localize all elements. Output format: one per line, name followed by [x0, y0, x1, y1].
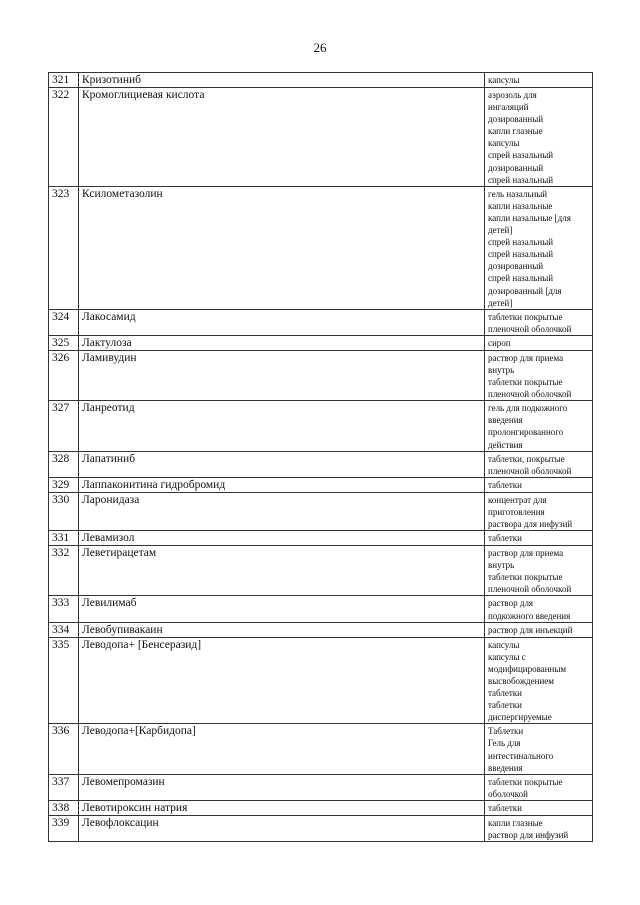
dosage-form-line: таблетки покрытые — [488, 572, 563, 583]
dosage-form-line: таблетки — [488, 533, 523, 544]
drug-table — [48, 72, 593, 842]
row-number: 323 — [49, 186, 79, 309]
drug-name: Леводопа+[Карбидопа] — [79, 724, 485, 774]
drug-name: Лакосамид — [79, 309, 485, 335]
row-number: 336 — [49, 724, 79, 774]
dosage-form-line: пленочной оболочкой — [488, 389, 572, 400]
dosage-form-line: дозированный [для — [488, 285, 562, 296]
dosage-form-line: капли назальные — [488, 200, 553, 211]
drug-name: Левамизол — [79, 531, 485, 546]
dosage-form-line: таблетки покрытые — [488, 776, 563, 787]
dosage-form-line: капли глазные — [488, 817, 543, 828]
table-row — [49, 531, 593, 546]
dosage-form-line: капли назальные [для — [488, 212, 571, 223]
dosage-forms — [485, 492, 593, 530]
drug-name: Леветирацетам — [79, 546, 485, 596]
dosage-form-line: таблетки покрытые — [488, 377, 563, 388]
dosage-form-line: пленочной оболочкой — [488, 584, 572, 595]
dosage-form-line: сироп — [488, 337, 511, 348]
table-row — [49, 335, 593, 350]
dosage-form-line: пленочной оболочкой — [488, 465, 572, 476]
table-row — [49, 637, 593, 724]
dosage-form-line: дозированный — [488, 261, 544, 272]
row-number: 321 — [49, 73, 79, 88]
dosage-form-line: высвобождением — [488, 675, 554, 686]
drug-name: Лактулоза — [79, 335, 485, 350]
dosage-form-line: раствор для инъекций — [488, 624, 573, 635]
dosage-form-line: ингаляций — [488, 102, 529, 113]
table-row — [49, 73, 593, 88]
table-row — [49, 546, 593, 596]
row-number: 328 — [49, 451, 79, 477]
row-number: 333 — [49, 596, 79, 622]
dosage-form-line: капсулы с — [488, 651, 526, 662]
dosage-forms — [485, 309, 593, 335]
dosage-forms — [485, 596, 593, 622]
dosage-forms — [485, 546, 593, 596]
dosage-form-line: дозированный — [488, 114, 544, 125]
dosage-form-line: детей] — [488, 225, 513, 236]
dosage-form-line: таблетки — [488, 688, 523, 699]
drug-name: Левобупивакаин — [79, 622, 485, 637]
row-number: 330 — [49, 492, 79, 530]
table-row — [49, 451, 593, 477]
table-row — [49, 350, 593, 400]
dosage-form-line: внутрь — [488, 560, 515, 571]
table-row — [49, 88, 593, 187]
dosage-forms — [485, 637, 593, 724]
drug-name: Ксилометазолин — [79, 186, 485, 309]
drug-name: Кромоглициевая кислота — [79, 88, 485, 187]
dosage-form-line: раствор для приема — [488, 352, 564, 363]
dosage-forms — [485, 774, 593, 800]
dosage-form-line: пролонгированного — [488, 427, 564, 438]
row-number: 324 — [49, 309, 79, 335]
table-row — [49, 401, 593, 451]
dosage-form-line: диспергируемые — [488, 712, 552, 723]
dosage-forms — [485, 88, 593, 187]
dosage-form-line: спрей назальный — [488, 174, 554, 185]
drug-name: Ларонидаза — [79, 492, 485, 530]
dosage-form-line: спрей назальный — [488, 249, 554, 260]
dosage-form-line: концентрат для — [488, 494, 547, 505]
dosage-form-line: капсулы — [488, 138, 520, 149]
drug-name: Левилимаб — [79, 596, 485, 622]
dosage-forms — [485, 186, 593, 309]
drug-name: Ланреотид — [79, 401, 485, 451]
dosage-forms — [485, 622, 593, 637]
table-row — [49, 596, 593, 622]
dosage-form-line: капсулы — [488, 75, 520, 85]
dosage-form-line: введения — [488, 762, 523, 773]
dosage-form-line: спрей назальный — [488, 150, 554, 161]
dosage-form-line: интестинального — [488, 750, 554, 761]
dosage-form-line: приготовления — [488, 506, 545, 517]
drug-name: Левотироксин натрия — [79, 800, 485, 815]
table-row — [49, 477, 593, 492]
drug-name: Лапатиниб — [79, 451, 485, 477]
dosage-form-line: дозированный — [488, 162, 544, 173]
dosage-forms — [485, 531, 593, 546]
dosage-form-line: Гель для — [488, 738, 521, 749]
dosage-form-line: спрей назальный — [488, 273, 554, 284]
page-number: 26 — [313, 40, 327, 55]
table-row — [49, 622, 593, 637]
dosage-form-line: раствор для инфузий — [488, 829, 569, 840]
dosage-forms — [485, 477, 593, 492]
drug-name: Лаппаконитина гидробромид — [79, 477, 485, 492]
row-number: 338 — [49, 800, 79, 815]
table-row — [49, 815, 593, 841]
row-number: 337 — [49, 774, 79, 800]
dosage-forms — [485, 815, 593, 841]
dosage-form-line: гель для подкожного — [488, 403, 568, 414]
dosage-form-line: Таблетки — [488, 726, 524, 737]
dosage-forms — [485, 724, 593, 774]
dosage-form-line: аэрозоль для — [488, 90, 537, 100]
dosage-forms — [485, 73, 593, 88]
row-number: 339 — [49, 815, 79, 841]
row-number: 322 — [49, 88, 79, 187]
dosage-form-line: подкожного введения — [488, 610, 571, 621]
row-number: 329 — [49, 477, 79, 492]
dosage-forms — [485, 800, 593, 815]
dosage-form-line: капсулы — [488, 639, 520, 650]
dosage-form-line: внутрь — [488, 364, 515, 375]
dosage-form-line: раствора для инфузий — [488, 519, 573, 529]
dosage-form-line: раствор для — [488, 598, 534, 609]
row-number: 327 — [49, 401, 79, 451]
row-number: 332 — [49, 546, 79, 596]
dosage-forms — [485, 401, 593, 451]
table-row — [49, 774, 593, 800]
row-number: 334 — [49, 622, 79, 637]
drug-name: Левомепромазин — [79, 774, 485, 800]
dosage-form-line: действия — [488, 439, 523, 450]
dosage-form-line: спрей назальный — [488, 237, 554, 248]
table-body — [49, 73, 593, 842]
dosage-form-line: пленочной оболочкой — [488, 323, 572, 334]
dosage-form-line: таблетки — [488, 479, 523, 490]
dosage-form-line: таблетки, покрытые — [488, 453, 565, 464]
dosage-form-line: оболочкой — [488, 788, 528, 799]
dosage-form-line: гель назальный — [488, 188, 548, 199]
table-row — [49, 800, 593, 815]
table-row — [49, 492, 593, 530]
dosage-form-line: введения — [488, 415, 523, 426]
dosage-form-line: детей] — [488, 297, 513, 308]
drug-name: Ламивудин — [79, 350, 485, 400]
table-row — [49, 724, 593, 774]
dosage-forms — [485, 350, 593, 400]
dosage-forms — [485, 335, 593, 350]
drug-name: Левофлоксацин — [79, 815, 485, 841]
dosage-form-line: раствор для приема — [488, 548, 564, 559]
dosage-forms — [485, 451, 593, 477]
row-number: 335 — [49, 637, 79, 724]
dosage-form-line: модифицированным — [488, 663, 567, 674]
row-number: 331 — [49, 531, 79, 546]
dosage-form-line: таблетки покрытые — [488, 311, 563, 322]
row-number: 325 — [49, 335, 79, 350]
row-number: 326 — [49, 350, 79, 400]
table-row — [49, 186, 593, 309]
drug-name: Леводопа+ [Бенсеразид] — [79, 637, 485, 724]
dosage-form-line: таблетки — [488, 700, 523, 711]
dosage-form-line: капли глазные — [488, 126, 543, 137]
table-row — [49, 309, 593, 335]
drug-name: Кризотиниб — [79, 73, 485, 88]
dosage-form-line: таблетки — [488, 802, 523, 813]
